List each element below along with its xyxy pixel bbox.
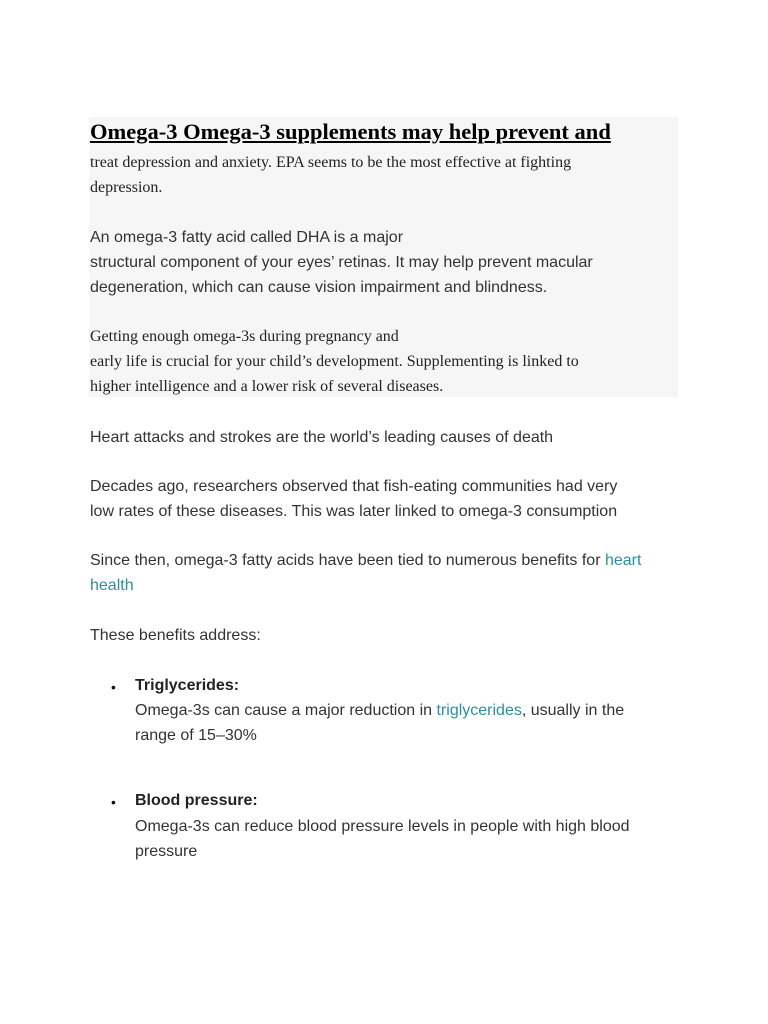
since-then-line-1 — [90, 551, 641, 571]
blood-pressure-heading: Blood pressure: — [135, 792, 258, 809]
triglycerides-line-1 — [135, 701, 624, 721]
triglycerides-line-2: range of 15–30% — [135, 727, 257, 744]
heart-health-link-part-2[interactable]: health — [90, 577, 134, 594]
blood-pressure-line-2: pressure — [135, 843, 198, 860]
triglycerides-link[interactable]: triglycerides — [436, 702, 522, 719]
since-then-line-2 — [90, 576, 134, 596]
pregnancy-line-2: early life is crucial for your child’s development. Supplementing is linked to — [90, 353, 579, 370]
dha-line-3: degeneration, which can cause vision impairment and blindness. — [90, 279, 548, 296]
triglycerides-text-after: , usually in the — [521, 702, 625, 719]
depression-line-2: depression. — [90, 179, 163, 196]
dha-line-2: structural component of your eyes’ retinas. It may help prevent macular — [90, 254, 593, 271]
pregnancy-line-1: Getting enough omega-3s during pregnancy and — [90, 328, 399, 345]
dha-line-1: An omega-3 fatty acid called DHA is a major — [90, 229, 404, 246]
bullet-icon: • — [111, 794, 116, 810]
triglycerides-text-before: Omega-3s can cause a major reduction in — [135, 702, 437, 719]
heart-health-link-part-1[interactable]: heart — [604, 552, 642, 569]
benefits-intro: These benefits address: — [90, 627, 261, 644]
heart-attacks-paragraph: Heart attacks and strokes are the world’s leading causes of death — [90, 429, 554, 446]
blood-pressure-line-1: Omega-3s can reduce blood pressure levels in people with high blood — [135, 818, 630, 835]
depression-line-1: treat depression and anxiety. EPA seems to be the most effective at fighting — [90, 154, 572, 171]
decades-line-1: Decades ago, researchers observed that fish-eating communities had very — [90, 478, 618, 495]
bullet-icon: • — [111, 679, 116, 695]
document-title: Omega-3 Omega-3 supplements may help prevent and — [90, 119, 611, 144]
decades-line-2: low rates of these diseases. This was later linked to omega-3 consumption — [90, 503, 618, 520]
since-then-text: Since then, omega-3 fatty acids have been tied to numerous benefits for — [90, 552, 605, 569]
triglycerides-heading: Triglycerides: — [135, 677, 240, 694]
pregnancy-line-3: higher intelligence and a lower risk of several diseases. — [90, 378, 444, 395]
